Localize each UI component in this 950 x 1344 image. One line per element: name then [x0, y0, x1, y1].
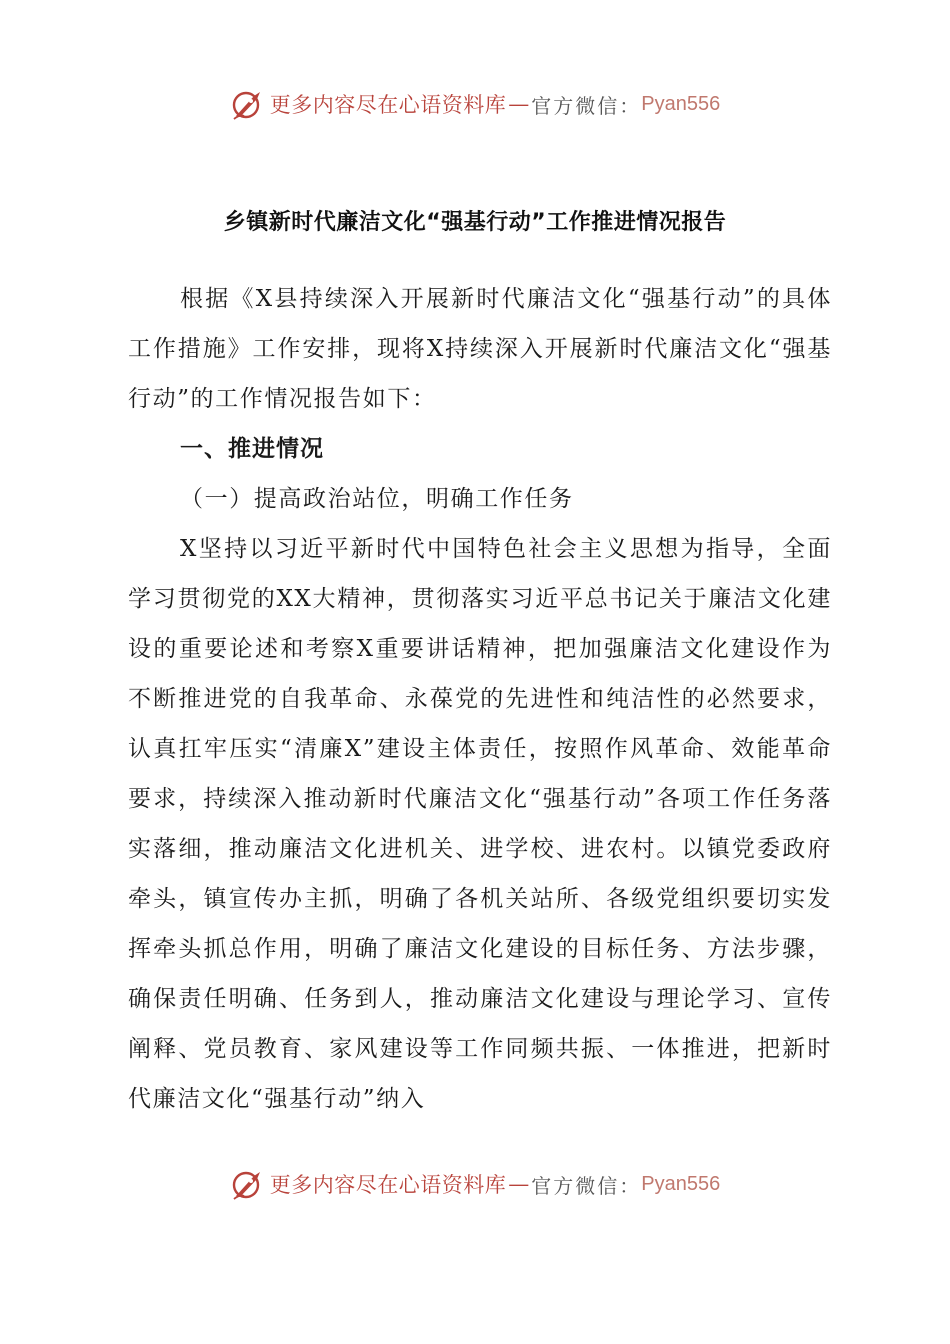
- wechat-id: Pyan556: [641, 1172, 721, 1195]
- section-heading: 一、推进情况: [180, 436, 324, 462]
- document-title: 乡镇新时代廉洁文化“强基行动”工作推进情况报告: [223, 210, 727, 235]
- body-paragraph: X坚持以习近平新时代中国特色社会主义思想为指导，全面学习贯彻党的XX大精神，贯彻落实习近平总书记关于廉洁文化建设的重要论述和考察X重要讲话精神，把加强廉洁文化建设作为不断推进党的自我革命、永葆党的先进性和纯洁性的必然要求，认真扛牢压实“清廉X”建设主体责任，按照作风革命、效能革命要求，持续深入推动新时代廉洁文化“强基行动”各项工作任务落实落细，推动廉洁文化进机关、进学校、进农村。以镇党委政府牵头，镇宣传办主抓，明确了各机关站所、各级党组织要切实发挥牵头抓总作用，明确了廉洁文化建设的目标任务、方法步骤，确保责任明确、任务到人，推动廉洁文化建设与理论学习、宣传阐释、党员教育、家风建设等工作同频共振、一体推进，把新时代廉洁文化“强基行动”纳入: [128, 536, 832, 1112]
- subsection-heading: （一）提高政治站位，明确工作任务: [180, 486, 574, 512]
- intro-paragraph: 根据《X县持续深入开展新时代廉洁文化“强基行动”的具体工作措施》工作安排，现将X持续深入开展新时代廉洁文化“强基行动”的工作情况报告如下：: [128, 286, 832, 412]
- wechat-label: 官方微信：: [531, 1173, 642, 1198]
- header-watermark-banner: [0, 82, 950, 126]
- footer-watermark-banner: [0, 1162, 950, 1206]
- wechat-id: Pyan556: [641, 92, 721, 115]
- pen-nib-logo-icon: [230, 1166, 266, 1202]
- library-name: 更多内容尽在心语资料库: [269, 93, 507, 117]
- wechat-label: 官方微信：: [531, 93, 642, 118]
- banner-dash: —: [508, 92, 530, 116]
- banner-dash: —: [508, 1172, 530, 1196]
- library-name: 更多内容尽在心语资料库: [269, 1173, 507, 1197]
- pen-nib-logo-icon: [230, 86, 266, 122]
